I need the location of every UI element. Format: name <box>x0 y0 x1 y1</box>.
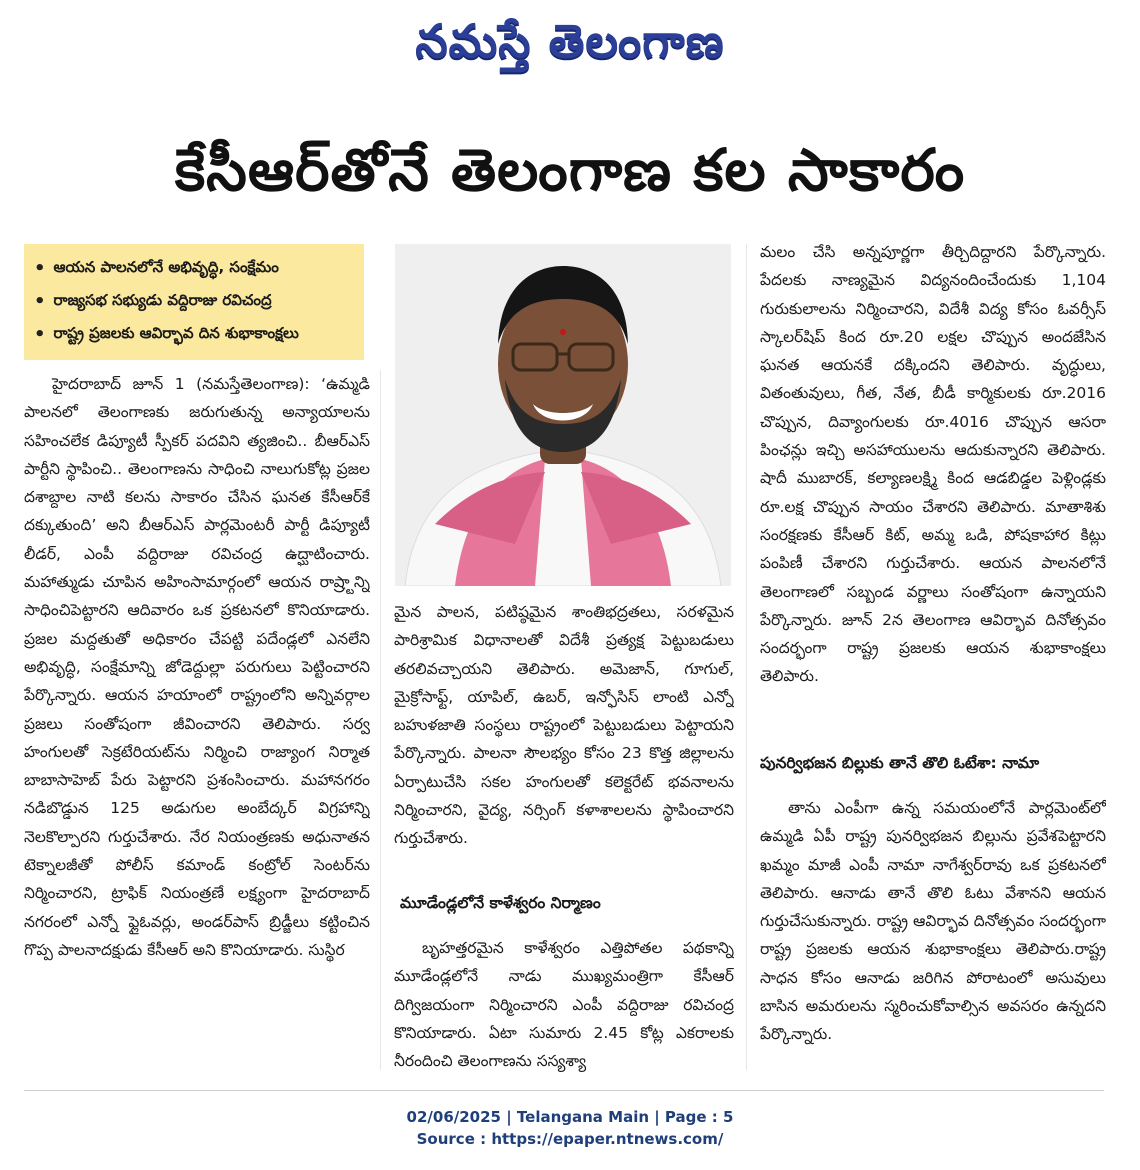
article-body-text: తాను ఎంపీగా ఉన్న సమయంలోనే పార్లమెంట్‌లో ఉమ్మడి ఏపీ రాష్ట్ర పునర్విభజన బిల్లును ప్రవేశపెట్టారని ఖమ్మం మాజీ ఎంపీ నామా నాగేశ్వర్‌రావు ఒక ప్రకటనలో తెలిపారు. ఆనాడు తానే తొలి ఓటు వేశానని ఆయన గుర్తుచేసుకున్నారు. రాష్ట్ర ఆవిర్భావ దినోత్సవం సందర్భంగా రాష్ట్ర ప్రజలకు ఆయన శుభాకాంక్షలు తెలిపారు.రాష్ట్ర సాధన కోసం ఆనాడు జరిగిన పోరాటంలో అసువులు బాసిన అమరులను స్మరించుకోవాల్సిన అవసరం ఉన్నదని పేర్కొన్నారు. <box>760 799 1106 1044</box>
article-column-2b <box>394 934 734 1074</box>
article-column-3b <box>760 794 1106 1074</box>
article-body-text: మైన పాలన, పటిష్ఠమైన శాంతిభద్రతలు, సరళమైన పారిశ్రామిక విధానాలతో విదేశీ ప్రత్యక్ష పెట్టుబడులు తరలివచ్చాయని తెలిపారు. అమెజాన్‌, గూగుల్‌, మైక్రోసాఫ్ట్‌, యాపిల్‌, ఉబర్‌, ఇన్ఫోసిస్‌ లాంటి ఎన్నో బహుళజాతి సంస్థలు రాష్ట్రంలో పెట్టుబడులు పెట్టాయని పేర్కొన్నారు. పాలనా సౌలభ్యం కోసం 23 కొత్త జిల్లాలను ఏర్పాటుచేసి సకల హంగులతో కలెక్టరేట్‌ భవనాలను నిర్మించారని, వైద్య, నర్సింగ్‌ కళాశాలలను స్థాపించారని గుర్తుచేశారు. <box>394 603 734 848</box>
footer-divider <box>24 1090 1104 1091</box>
subheading-nama: పునర్విభజన బిల్లుకు తానే తొలి ఓటేశా: నామా <box>760 754 1040 772</box>
highlight-text: రాజ్యసభ సభ్యుడు వద్దిరాజు రవిచంద్ర <box>53 290 272 309</box>
mp-portrait-photo <box>395 244 731 586</box>
masthead-logo: నమస్తే తెలంగాణ <box>415 14 725 68</box>
article-column-3 <box>760 238 1106 738</box>
article-body-text: హైదరాబాద్‌ జూన్‌ 1 (నమస్తేతెలంగాణ): ‘ఉమ్మడి పాలనలో తెలంగాణకు జరుగుతున్న అన్యాయాలను సహించలేక డిప్యూటీ స్పీకర్‌ పదవిని త్యజించి.. బీఆర్‌ఎస్‌ పార్టీని స్థాపించి.. తెలంగాణను సాధించి నాలుగుకోట్ల ప్రజల దశాబ్దాల నాటి కలను సాకారం చేసిన ఘనత కేసీఆర్‌కే దక్కుతుంది’ అని బీఆర్‌ఎస్‌ పార్లమెంటరీ పార్టీ డిప్యూటీ లీడర్‌, ఎంపీ వద్దిరాజు రవిచంద్ర ఉద్ఘాటించారు. మహాత్ముడు చూపిన అహింసామార్గంలో ఆయన రాష్ర్టాన్ని సాధించిపెట్టారని ఆదివారం ఒక ప్రకటనలో కొనియాడారు. ప్రజల మద్దతుతో అధికారం చేపట్టి పదేండ్లలో ఎనలేని అభివృద్ధి, సంక్షేమాన్ని జోడెద్దుల్లా పరుగులు పెట్టించారని పేర్కొన్నారు. ఆయన హయాంలో రాష్ట్రంలోని అన్నివర్గాల ప్రజలు సంతోషంగా జీవించారని తెలిపారు. సర్వ హంగులతో సెక్రటేరియట్‌ను నిర్మించి రాజ్యాంగ నిర్మాత బాబాసాహెబ్‌ పేరు పెట్టారని ప్రశంసించారు. మహానగరం నడిబొడ్డున 125 అడుగుల అంబేద్కర్‌ విగ్రహాన్ని నెలకొల్పారని గుర్తుచేశారు. నేర నియంత్రణకు అధునాతన టెక్నాలజీతో పోలీస్‌ కమాండ్‌ కంట్రోల్‌ సెంటర్‌ను నిర్మించారని, ట్రాఫిక్‌ నియంత్రణే లక్ష్యంగా హైదరాబాద్‌ నగరంలో ఎన్నో ఫ్లైఓవర్లు, అండర్‌పాస్‌ బ్రిడ్జీలు కట్టించిన గొప్ప పాలనాదక్షుడు కేసీఆర్‌ అని కొనియాడారు. సుస్థిర <box>24 375 370 959</box>
bullet-icon: • <box>34 291 46 312</box>
article-column-1 <box>24 370 370 1070</box>
bullet-icon: • <box>34 324 46 345</box>
highlights-box <box>24 244 364 360</box>
highlight-text: రాష్ట్ర ప్రజలకు ఆవిర్భావ దిన శుభాకాంక్షలు <box>53 323 299 342</box>
portrait-illustration <box>395 244 731 586</box>
highlight-text: ఆయన పాలనలోనే అభివృద్ధి, సంక్షేమం <box>53 257 279 276</box>
headline: కేసీఆర్‌తోనే తెలంగాణ కల సాకారం <box>174 136 966 204</box>
footer <box>0 1106 1140 1150</box>
highlight-item <box>34 285 356 318</box>
footer-source-link[interactable]: Source : https://epaper.ntnews.com/ <box>416 1130 724 1148</box>
article-column-2 <box>394 598 734 880</box>
highlight-item <box>34 252 356 285</box>
highlight-item <box>34 318 356 351</box>
subheading-kaleshwaram: మూడేండ్లలోనే కాళేశ్వరం నిర్మాణం <box>400 894 601 912</box>
bullet-icon: • <box>34 258 46 279</box>
article-body-text: బృహత్తరమైన కాళేశ్వరం ఎత్తిపోతల పథకాన్ని మూడేండ్లలోనే నాడు ముఖ్యమంత్రిగా కేసీఆర్‌ దిగ్విజయంగా నిర్మించారని ఎంపీ వద్దిరాజు రవిచంద్ర కొనియాడారు. ఏటా సుమారు 2.45 కోట్ల ఎకరాలకు నీరందించి తెలంగాణను సస్యశ్యా <box>394 939 734 1071</box>
footer-edition-line: 02/06/2025 | Telangana Main | Page : 5 <box>406 1108 734 1126</box>
column-separator <box>380 370 381 1070</box>
article-body-text: మలం చేసి అన్నపూర్ణగా తీర్చిదిద్దారని పేర్కొన్నారు. పేదలకు నాణ్యమైన విద్యనందించేందుకు 1,104 గురుకులాలను నిర్మించారని, విదేశీ విద్య కోసం ఓవర్సీస్‌ స్కాలర్‌షిప్‌ కింద రూ.20 లక్షల చొప్పున అందజేసిన ఘనత ఆయనకే దక్కిందని తెలిపారు. వృద్ధులు, వితంతువులు, గీత, నేత, బీడీ కార్మికులకు రూ.2016 చొప్పున, దివ్యాంగులకు రూ.4016 చొప్పున ఆసరా పింఛన్లు ఇచ్చి అసహాయులను ఆదుకున్నారని తెలిపారు. షాదీ ముబారక్‌, కల్యాణలక్ష్మి కింద ఆడబిడ్డల పెళ్లిండ్లకు రూ.లక్ష చొప్పున సాయం చేశారని తెలిపారు. మాతాశిశు సంరక్షణకు కేసీఆర్‌ కిట్‌, అమ్మ ఒడి, పోషకాహార కిట్లు పంపిణీ చేశారని గుర్తుచేశారు. ఆయన పాలనలోనే తెలంగాణలో సబ్బండ వర్ణాలు సంతోషంగా ఉన్నాయని పేర్కొన్నారు. జూన్‌ 2న తెలంగాణ ఆవిర్భావ దినోత్సవం సందర్భంగా రాష్ట్ర ప్రజలకు ఆయన శుభాకాంక్షలు తెలిపారు. <box>760 243 1106 686</box>
column-separator <box>746 244 747 1070</box>
